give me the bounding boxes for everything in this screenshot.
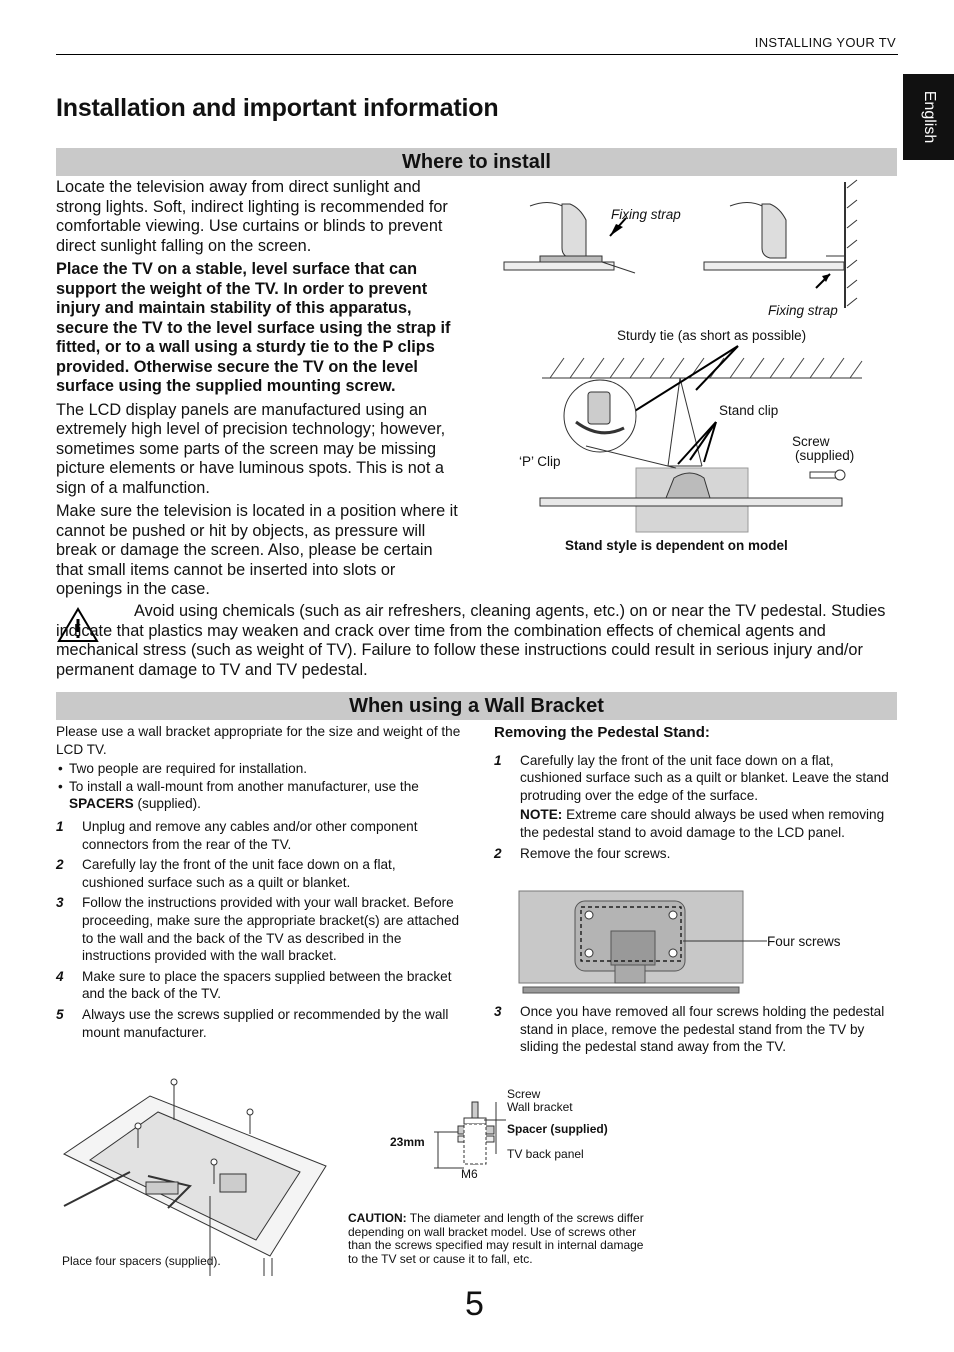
caution-label: CAUTION: — [348, 1211, 407, 1225]
fixing-strap-label-1: Fixing strap — [611, 207, 681, 222]
installation-figure — [490, 178, 900, 558]
step-number: 1 — [56, 818, 64, 834]
bullet-spacers-pre: To install a wall-mount from another manufacturer, use the — [69, 778, 419, 794]
wall-step-1 — [56, 818, 461, 853]
diagram-screw-label: Screw — [507, 1087, 541, 1101]
caution-note — [348, 1212, 650, 1266]
remove-step-3-wrap — [494, 1003, 897, 1059]
step-text: Carefully lay the front of the unit face down on a flat, cushioned surface such as a quilt or blanket. Leave the stand protruding over the edge of the surface. — [520, 752, 889, 803]
wall-bracket-heading: When using a Wall Bracket — [349, 695, 604, 717]
step-text: Carefully lay the front of the unit face down on a flat, cushioned surface such as a quilt or blanket. — [82, 857, 396, 890]
diagram-dimension-label: 23mm — [390, 1135, 425, 1149]
wall-bracket-heading-bar — [56, 692, 897, 720]
page-title: Installation and important information — [56, 94, 499, 122]
stand-clip-label: Stand clip — [719, 403, 779, 418]
diagram-tv-back-panel-label: TV back panel — [507, 1147, 584, 1161]
diagram-m6-label: M6 — [461, 1167, 478, 1181]
screw-label: Screw — [792, 434, 830, 449]
diagram-wall-bracket-label: Wall bracket — [507, 1100, 573, 1114]
wall-step-4 — [56, 968, 461, 1003]
paragraph-lighting: Locate the television away from direct sunlight and strong lights. Soft, indirect lighting is recommended for comfortable viewing. Use curtains or blinds to prevent direct sunlight falling on the screen. — [56, 178, 448, 255]
wall-step-3 — [56, 894, 461, 964]
bullet-two-people: • Two people are required for installation. — [56, 760, 461, 778]
where-to-install-heading-bar — [56, 148, 897, 176]
paragraph-stability: Place the TV on a stable, level surface that can support the weight of the TV. In order to prevent injury and maintain stability of this apparatus, secure the TV to the level surface using the strap if fitted, or to a wall using a sturdy tie to the P clips provided. Otherwise secure the TV on the level surface using the supplied mounting screw. — [56, 260, 451, 395]
page-number: 5 — [465, 1285, 484, 1323]
step-text: Unplug and remove any cables and/or other component connectors from the rear of the TV. — [82, 818, 418, 852]
step-number: 1 — [494, 752, 502, 768]
warning-text: Avoid using chemicals (such as air refreshers, cleaning agents, etc.) on or near the TV pedestal. Studies indicate that plastics may weaken and crack over time from the combination effects of chemical agents and mechanical stress (such as weight of TV). Failure to follow these instructions could result in serious injury and/or permanent damage to TV and TV pedestal. — [56, 602, 886, 679]
step-text: Remove the four screws. — [520, 845, 671, 861]
note — [520, 806, 897, 841]
spacer-diagram — [428, 1090, 518, 1175]
step-number: 5 — [56, 1006, 64, 1022]
bullet-spacers — [56, 778, 461, 813]
wall-step-2 — [56, 856, 461, 891]
bullet-spacers-bold: SPACERS — [69, 796, 134, 812]
language-tab-label: English — [920, 90, 938, 144]
step-text: Follow the instructions provided with your wall bracket. Before proceeding, make sure the appropriate bracket(s) are attached to the wall and the back of the TV as described in the instructions provided with the wall bracket. — [82, 895, 460, 964]
sturdy-tie-label: Sturdy tie (as short as possible) — [617, 328, 807, 343]
wall-bracket-intro: Please use a wall bracket appropriate for the size and weight of the LCD TV. — [56, 724, 461, 757]
language-tab — [903, 74, 954, 160]
tv-spacers-figure — [60, 1076, 330, 1276]
step-text: Make sure to place the spacers supplied between the bracket and the back of the TV. — [82, 968, 452, 1002]
step-number: 3 — [56, 895, 64, 911]
p-clip-label: ‘P’ Clip — [519, 454, 561, 469]
fixing-strap-label-2: Fixing strap — [768, 303, 838, 318]
remove-step-3 — [494, 1003, 897, 1056]
paragraph-lcd: The LCD display panels are manufactured using an extremely high level of precision technology; however, sometimes some parts of the screen may be missing picture elements or have luminous spots. This is not a sign of a malfunction. — [56, 400, 446, 497]
step-text: Always use the screws supplied or recommended by the wall mount manufacturer. — [82, 1006, 449, 1040]
step-number: 2 — [494, 845, 502, 861]
figure-caption: Stand style is dependent on model — [565, 538, 788, 553]
removing-heading: Removing the Pedestal Stand: — [494, 724, 710, 741]
where-to-install-text — [56, 178, 462, 604]
header-rule — [56, 54, 898, 55]
remove-step-1 — [494, 752, 897, 842]
note-text: Extreme care should always be used when removing the pedestal stand to avoid damage to the LCD panel. — [520, 807, 885, 840]
section-label: INSTALLING YOUR TV — [754, 35, 896, 50]
wall-bracket-right-column — [494, 724, 897, 865]
spacers-caption: Place four spacers (supplied). — [62, 1254, 221, 1268]
four-screws-label: Four screws — [767, 934, 841, 949]
step-number: 3 — [494, 1004, 502, 1019]
wall-step-5 — [56, 1006, 461, 1041]
wall-bracket-left-column — [56, 723, 461, 1044]
remove-step-2 — [494, 845, 897, 863]
step-number: 4 — [56, 968, 64, 984]
diagram-spacer-label: Spacer (supplied) — [507, 1122, 608, 1136]
note-label: NOTE: — [520, 807, 563, 823]
bullet-spacers-post: (supplied). — [133, 796, 201, 812]
paragraph-position: Make sure the television is located in a position where it cannot be pushed or hit by objects, as pressure will break or damage the screen. Also, please be certain that small items cannot be inserted into slots or openings in the case. — [56, 502, 458, 598]
screw-supplied-label: (supplied) — [795, 448, 855, 463]
where-to-install-heading: Where to install — [402, 151, 551, 173]
step-number: 2 — [56, 857, 64, 873]
pedestal-back-figure — [519, 891, 745, 999]
caution-text: The diameter and length of the screws differ depending on wall bracket model. Use of screws other than the screws specified may result in internal damage to the TV set or cause it to fall, etc. — [348, 1211, 644, 1266]
step-text: Once you have removed all four screws holding the pedestal stand in place, remove the pedestal stand from the TV by sliding the pedestal stand away from the TV. — [520, 1004, 885, 1055]
